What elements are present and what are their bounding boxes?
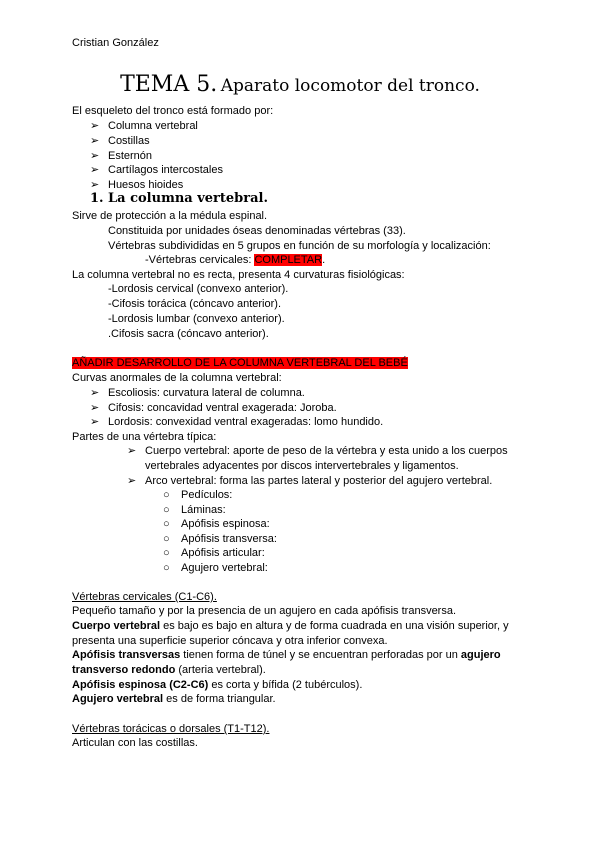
list-item bbox=[90, 401, 337, 415]
section-heading bbox=[90, 192, 268, 206]
text-line: Pequeño tamaño y por la presencia de un agujero en cada apófisis transversa. bbox=[72, 605, 457, 617]
list-item bbox=[90, 386, 305, 400]
list-item bbox=[90, 149, 152, 163]
list-item bbox=[90, 163, 223, 177]
arrow-bullet-icon: ➢ bbox=[90, 387, 100, 399]
text-line: vertebrales adyacentes por discos intervertebrales y ligamentos. bbox=[145, 460, 459, 472]
list-item-text: Columna vertebral bbox=[108, 120, 198, 132]
list-item bbox=[90, 134, 150, 148]
circle-bullet-icon: ○ bbox=[163, 504, 170, 516]
arrow-bullet-icon: ➢ bbox=[90, 402, 100, 414]
list-item-text: Esternón bbox=[108, 150, 153, 162]
text-line bbox=[72, 692, 276, 706]
arrow-bullet-icon: ➢ bbox=[127, 475, 137, 487]
sub-list-item bbox=[163, 488, 232, 502]
text-line: Partes de una vértebra típica: bbox=[72, 431, 217, 443]
section-number: 1. bbox=[90, 191, 104, 206]
todo-highlight-line bbox=[72, 356, 408, 370]
circle-bullet-icon: ○ bbox=[163, 489, 170, 501]
circle-bullet-icon: ○ bbox=[163, 518, 170, 530]
text-line: Sirve de protección a la médula espinal. bbox=[72, 210, 268, 222]
list-item bbox=[90, 119, 198, 133]
text-line: Constituida por unidades óseas denominadas vértebras (33). bbox=[108, 225, 406, 237]
list-item-text: Cartílagos intercostales bbox=[108, 164, 223, 176]
text-line: -Lordosis cervical (convexo anterior). bbox=[108, 283, 289, 295]
title-sub: Aparato locomotor del tronco. bbox=[220, 76, 480, 96]
toracicas-heading: Vértebras torácicas o dorsales (T1-T12). bbox=[72, 723, 270, 735]
text-line bbox=[72, 619, 509, 633]
text-line: .Cifosis sacra (cóncavo anterior). bbox=[108, 328, 269, 340]
text-line bbox=[72, 663, 266, 677]
list-item bbox=[90, 415, 383, 429]
text-fragment: . bbox=[322, 254, 326, 266]
list-item-text: Huesos hioides bbox=[108, 179, 184, 191]
text-line bbox=[145, 253, 325, 267]
bold-term: Apófisis transversas bbox=[72, 649, 181, 661]
list-item bbox=[127, 474, 492, 488]
sub-list-item-text: Láminas: bbox=[181, 504, 226, 516]
text-line: presenta una superficie superior cóncava y otra inferior convexa. bbox=[72, 635, 388, 647]
sub-list-item bbox=[163, 561, 268, 575]
text-line: -Cifosis torácica (cóncavo anterior). bbox=[108, 298, 282, 310]
sub-list-item-text: Apófisis transversa: bbox=[181, 533, 277, 545]
list-item-text: Lordosis: convexidad ventral exageradas: lomo hundido. bbox=[108, 416, 384, 428]
list-item-text: Escoliosis: curvatura lateral de columna. bbox=[108, 387, 305, 399]
list-item-text: Arco vertebral: forma las partes lateral y posterior del agujero vertebral. bbox=[145, 475, 493, 487]
text-line bbox=[72, 678, 362, 692]
cervicales-heading: Vértebras cervicales (C1-C6). bbox=[72, 591, 217, 603]
text-fragment: es corta y bífida (2 tubérculos). bbox=[208, 679, 363, 691]
text-line bbox=[72, 648, 501, 662]
list-item-text: Cifosis: concavidad ventral exagerada: Joroba. bbox=[108, 402, 337, 414]
todo-highlight: AÑADIR DESARROLLO DE LA COLUMNA VERTEBRAL DEL BEBÉ bbox=[72, 357, 408, 369]
sub-list-item-text: Apófisis articular: bbox=[181, 547, 265, 559]
text-line: -Lordosis lumbar (convexo anterior). bbox=[108, 313, 285, 325]
text-line: Articulan con las costillas. bbox=[72, 737, 198, 749]
author-header: Cristian González bbox=[72, 37, 159, 49]
text-fragment: tienen forma de túnel y se encuentran perforadas por un bbox=[180, 649, 461, 661]
todo-highlight: COMPLETAR bbox=[254, 254, 323, 266]
text-line: Vértebras subdivididas en 5 grupos en función de su morfología y localización: bbox=[108, 240, 491, 252]
arrow-bullet-icon: ➢ bbox=[90, 135, 100, 147]
bold-term: Cuerpo vertebral bbox=[72, 620, 161, 632]
circle-bullet-icon: ○ bbox=[163, 533, 170, 545]
sub-list-item bbox=[163, 517, 270, 531]
text-fragment: es bajo es bajo en altura y de forma cuadrada en una visión superior, y bbox=[160, 620, 509, 632]
circle-bullet-icon: ○ bbox=[163, 547, 170, 559]
sub-list-item-text: Pedículos: bbox=[181, 489, 233, 501]
arrow-bullet-icon: ➢ bbox=[90, 179, 100, 191]
sub-list-item bbox=[163, 503, 226, 517]
bold-term: Agujero vertebral bbox=[72, 693, 164, 705]
text-line: Curvas anormales de la columna vertebral: bbox=[72, 372, 282, 384]
list-item bbox=[127, 444, 508, 458]
arrow-bullet-icon: ➢ bbox=[90, 416, 100, 428]
bold-term: Apófisis espinosa (C2-C6) bbox=[72, 679, 209, 691]
text-fragment: (arteria vertebral). bbox=[175, 664, 266, 676]
bold-term: agujero bbox=[460, 649, 501, 661]
arrow-bullet-icon: ➢ bbox=[127, 445, 137, 457]
circle-bullet-icon: ○ bbox=[163, 562, 170, 574]
text-line: La columna vertebral no es recta, presenta 4 curvaturas fisiológicas: bbox=[72, 269, 405, 281]
list-item-text: Costillas bbox=[108, 135, 150, 147]
arrow-bullet-icon: ➢ bbox=[90, 150, 100, 162]
sub-list-item-text: Apófisis espinosa: bbox=[181, 518, 270, 530]
arrow-bullet-icon: ➢ bbox=[90, 164, 100, 176]
title-main: TEMA 5. bbox=[120, 72, 218, 97]
sub-list-item bbox=[163, 546, 265, 560]
section-title: La columna vertebral. bbox=[108, 191, 268, 206]
arrow-bullet-icon: ➢ bbox=[90, 120, 100, 132]
intro-text: El esqueleto del tronco está formado por: bbox=[72, 105, 274, 117]
text-fragment: -Vértebras cervicales: bbox=[145, 254, 255, 266]
page-title bbox=[0, 72, 600, 97]
sub-list-item-text: Agujero vertebral: bbox=[181, 562, 268, 574]
list-item-text: Cuerpo vertebral: aporte de peso de la vértebra y esta unido a los cuerpos bbox=[145, 445, 508, 457]
list-item bbox=[90, 178, 183, 192]
text-fragment: es de forma triangular. bbox=[163, 693, 276, 705]
sub-list-item bbox=[163, 532, 277, 546]
bold-term: transverso redondo bbox=[72, 664, 176, 676]
